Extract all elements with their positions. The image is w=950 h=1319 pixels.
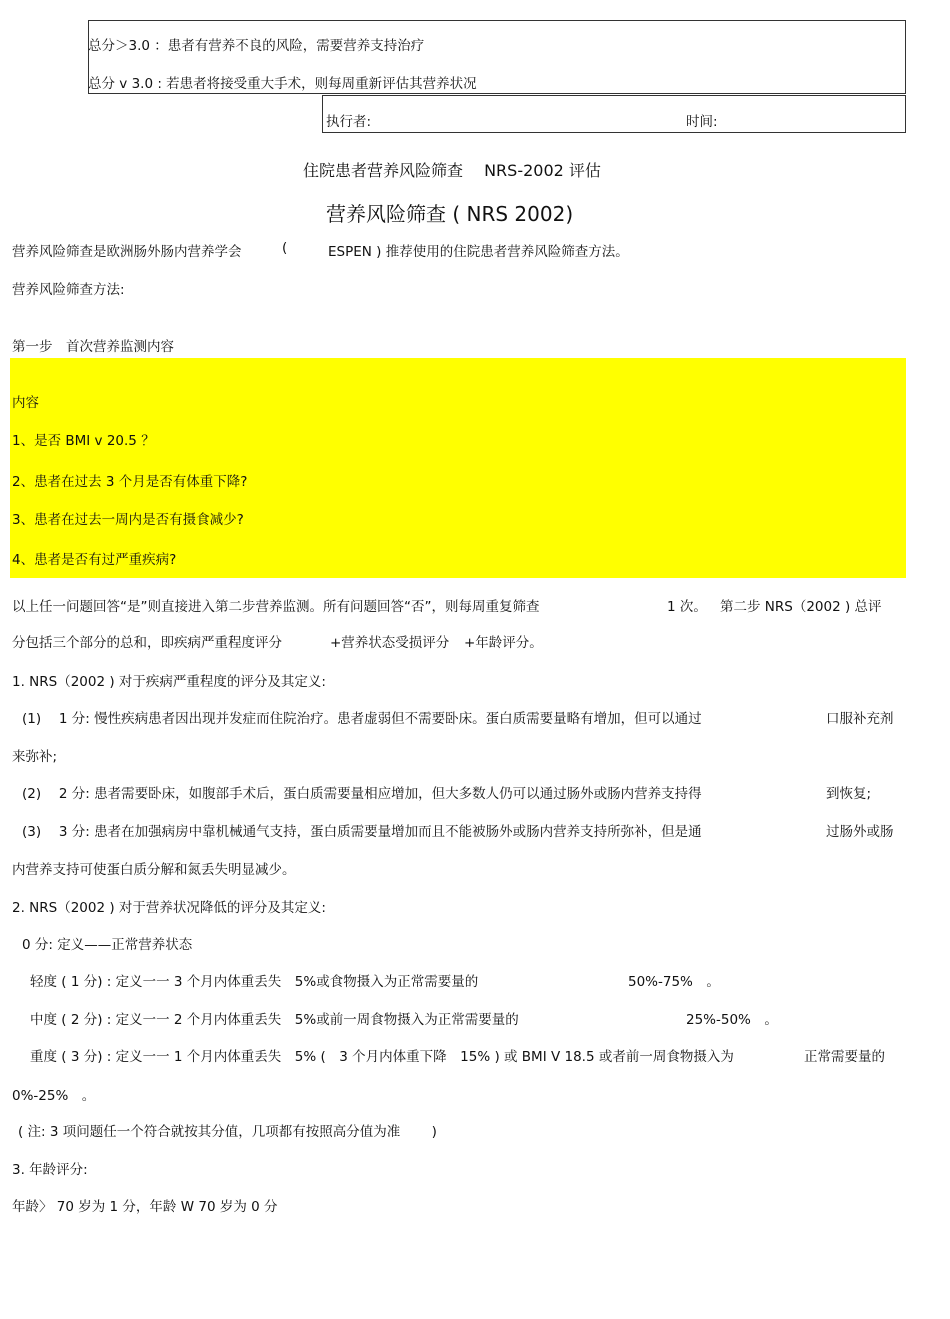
section2-score3-b: 正常需要量的: [804, 1049, 885, 1065]
after-text-e: +年龄评分。: [464, 635, 543, 651]
section2-score3-c: 0%-25% 。: [12, 1088, 96, 1104]
executor-label: 执行者:: [326, 114, 372, 130]
question-1: 1、是否 BMI v 20.5 ？: [12, 433, 155, 449]
section2-score0: 0 分: 定义——正常营养状态: [22, 937, 193, 953]
step2-heading: 第二步 NRS（2002 ) 总评: [720, 599, 882, 615]
section2-score3-a: 重度 ( 3 分) : 定义一一 1 个月内体重丢失 5% ( 3 个月内体重下降 15% ) 或 BMI V 18.5 或者前一周食物摄入为: [30, 1049, 734, 1065]
step1-highlight-box: [10, 358, 906, 578]
section1-heading: 1. NRS（2002 ) 对于疾病严重程度的评分及其定义:: [12, 674, 326, 690]
after-text-b: 1 次。: [667, 599, 707, 615]
section2-note: ( 注: 3 项问题任一个符合就按其分值，几项都有按照高分值为准 ): [18, 1124, 437, 1140]
section2-score2-b: 25%-50% 。: [686, 1012, 778, 1028]
summary-line-2: 总分 v 3.0 : 若患者将接受重大手术，则每周重新评估其营养状况: [88, 76, 477, 92]
after-text-d: +营养状态受损评分: [330, 635, 450, 651]
page-title: 住院患者营养风险筛查 NRS-2002 评估: [303, 161, 601, 180]
time-label: 时间:: [686, 114, 718, 130]
method-heading: 营养风险筛查方法:: [12, 282, 125, 298]
step1-heading: 第一步 首次营养监测内容: [12, 339, 174, 355]
section1-item2-b: 到恢复;: [826, 786, 872, 802]
section2-score1-a: 轻度 ( 1 分) : 定义一一 3 个月内体重丢失 5%或食物摄入为正常需要量的: [30, 974, 479, 990]
question-4: 4、患者是否有过严重疾病?: [12, 552, 177, 568]
section1-item1-c: 来弥补;: [12, 749, 58, 765]
intro-text-b: (: [282, 240, 288, 256]
executor-box: [322, 95, 906, 133]
section1-item1-b: 口服补充剂: [826, 711, 894, 727]
content-label: 内容: [12, 395, 39, 411]
question-3: 3、患者在过去一周内是否有摄食减少?: [12, 512, 244, 528]
page-subtitle: 营养风险筛查 ( NRS 2002): [326, 202, 574, 226]
section1-item3-a: (3) 3 分: 患者在加强病房中靠机械通气支持，蛋白质需要量增加而且不能被肠外或肠内营养支持所弥补，但是通: [22, 824, 702, 840]
intro-text-a: 营养风险筛查是欧洲肠外肠内营养学会: [12, 244, 242, 260]
after-text-c: 分包括三个部分的总和，即疾病严重程度评分: [12, 635, 282, 651]
intro-text-c: ESPEN ) 推荐使用的住院患者营养风险筛查方法。: [328, 244, 629, 260]
section2-heading: 2. NRS（2002 ) 对于营养状况降低的评分及其定义:: [12, 900, 326, 916]
question-2: 2、患者在过去 3 个月是否有体重下降?: [12, 474, 248, 490]
section2-score1-b: 50%-75% 。: [628, 974, 720, 990]
section1-item2-a: (2) 2 分: 患者需要卧床，如腹部手术后，蛋白质需要量相应增加，但大多数人仍可以通过肠外或肠内营养支持得: [22, 786, 702, 802]
section2-score2-a: 中度 ( 2 分) : 定义一一 2 个月内体重丢失 5%或前一周食物摄入为正常需要量的: [30, 1012, 519, 1028]
section1-item3-c: 内营养支持可使蛋白质分解和氮丢失明显减少。: [12, 862, 296, 878]
summary-line-1: 总分＞3.0 ：患者有营养不良的风险，需要营养支持治疗: [88, 38, 425, 54]
section3-line: 年龄〉 70 岁为 1 分，年龄 W 70 岁为 0 分: [12, 1199, 278, 1215]
after-text-a: 以上任一问题回答“是”则直接进入第二步营养监测。所有问题回答“否”，则每周重复筛查: [12, 599, 540, 615]
section3-heading: 3. 年龄评分:: [12, 1162, 88, 1178]
section1-item3-b: 过肠外或肠: [826, 824, 894, 840]
section1-item1-a: (1) 1 分: 慢性疾病患者因出现并发症而住院治疗。患者虚弱但不需要卧床。蛋白质需要量略有增加，但可以通过: [22, 711, 702, 727]
